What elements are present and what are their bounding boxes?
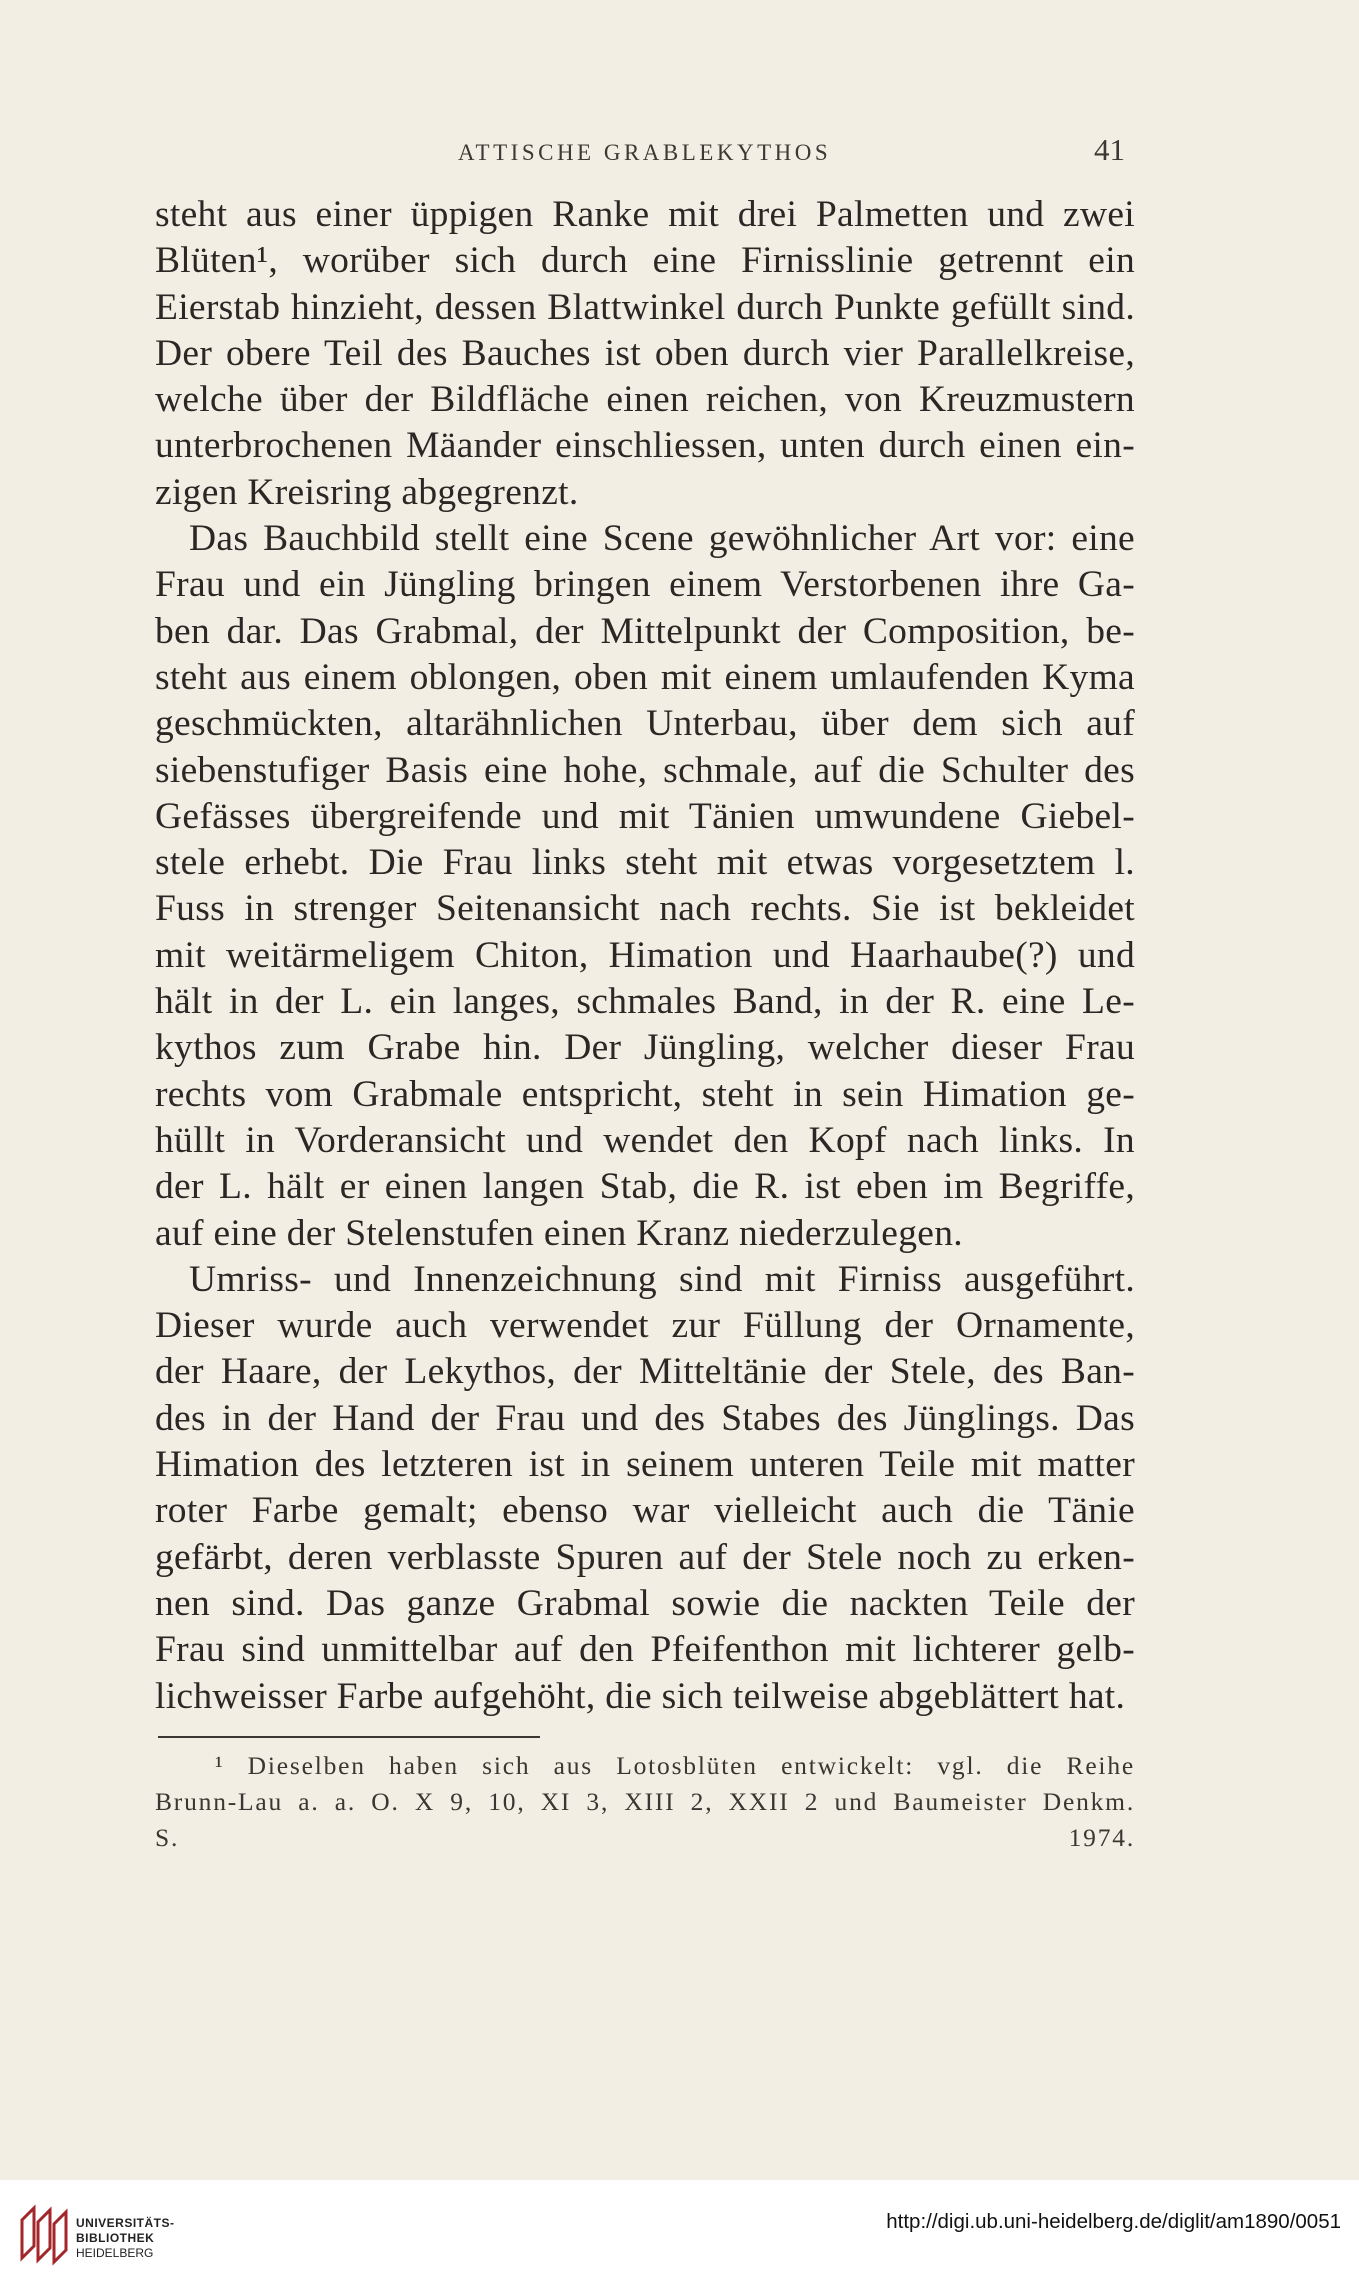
page-number: 41	[1094, 132, 1125, 167]
text-line: Fuss in strenger Seitenansicht nach rechts. Sie ist bekleidet	[155, 888, 1135, 930]
text-line: unterbrochenen Mäander einschliessen, unten durch einen ein-	[155, 425, 1135, 467]
text-line: Himation des letzteren ist in seinem unteren Teile mit matter	[155, 1444, 1135, 1486]
text-line: auf eine der Stelenstufen einen Kranz niederzulegen.	[155, 1212, 963, 1254]
text-line: lichweisser Farbe aufgehöht, die sich teilweise abgeblättert hat.	[155, 1675, 1126, 1717]
text-line: welche über der Bildfläche einen reichen, von Kreuzmustern	[155, 379, 1135, 421]
text-line: Umriss- und Innenzeichnung sind mit Firniss ausgeführt.	[189, 1258, 1135, 1300]
text-line: rechts vom Grabmale entspricht, steht in sein Himation ge-	[155, 1073, 1135, 1115]
text-line: Gefässes übergreifende und mit Tänien umwundene Giebel-	[155, 795, 1135, 837]
footnote	[155, 1748, 1135, 1856]
text-line: Frau und ein Jüngling bringen einem Verstorbenen ihre Ga-	[155, 564, 1135, 606]
digitization-footer	[0, 2180, 1359, 2280]
footnote-line: Brunn-Lau a. a. O. X 9, 10, XI 3, XIII 2, XXII 2 und Baumeister Denkm.	[155, 1787, 1135, 1816]
text-line: Das Bauchbild stellt eine Scene gewöhnlicher Art vor: eine	[189, 518, 1135, 560]
body-text	[155, 192, 1135, 1720]
text-line: gefärbt, deren verblasste Spuren auf der Stele noch zu erken-	[155, 1536, 1135, 1578]
text-line: steht aus einem oblongen, oben mit einem umlaufenden Kyma	[155, 656, 1135, 698]
text-line: Der obere Teil des Bauches ist oben durch vier Parallelkreise,	[155, 332, 1135, 374]
text-line: Blüten¹, worüber sich durch eine Firnisslinie getrennt ein	[155, 240, 1135, 282]
library-name-line: BIBLIOTHEK	[76, 2231, 155, 2245]
library-name-line: HEIDELBERG	[76, 2246, 154, 2260]
footnote-rule	[158, 1736, 540, 1738]
library-name-line: UNIVERSITÄTS-	[76, 2216, 175, 2230]
heidelberg-library-logo-icon	[16, 2198, 72, 2266]
text-line: stele erhebt. Die Frau links steht mit etwas vorgesetztem l.	[155, 842, 1135, 884]
text-line: Eierstab hinzieht, dessen Blattwinkel durch Punkte gefüllt sind.	[155, 286, 1135, 328]
text-line: Dieser wurde auch verwendet zur Füllung der Ornamente,	[155, 1305, 1135, 1347]
text-line: kythos zum Grabe hin. Der Jüngling, welcher dieser Frau	[155, 1027, 1135, 1069]
text-line: roter Farbe gemalt; ebenso war vielleicht auch die Tänie	[155, 1490, 1135, 1532]
text-line: siebenstufiger Basis eine hohe, schmale, auf die Schulter des	[155, 749, 1135, 791]
text-line: mit weitärmeligem Chiton, Himation und Haarhaube(?) und	[155, 934, 1135, 976]
text-line: des in der Hand der Frau und des Stabes des Jünglings. Das	[155, 1397, 1135, 1439]
text-line: geschmückten, altarähnlichen Unterbau, über dem sich auf	[155, 703, 1135, 745]
footnote-line: ¹ Dieselben haben sich aus Lotosblüten entwickelt: vgl. die Reihe	[215, 1751, 1135, 1780]
text-line: zigen Kreisring abgegrenzt.	[155, 471, 579, 513]
text-line: Frau sind unmittelbar auf den Pfeifenthon mit lichterer gelb-	[155, 1629, 1135, 1671]
permalink-url[interactable]: http://digi.ub.uni-heidelberg.de/diglit/am1890/0051	[886, 2210, 1341, 2233]
text-line: nen sind. Das ganze Grabmal sowie die nackten Teile der	[155, 1582, 1135, 1624]
text-line: der L. hält er einen langen Stab, die R. ist eben im Begriffe,	[155, 1166, 1135, 1208]
library-name	[76, 2216, 175, 2261]
text-line: hüllt in Vorderansicht und wendet den Kopf nach links. In	[155, 1119, 1135, 1161]
text-line: steht aus einer üppigen Ranke mit drei Palmetten und zwei	[155, 194, 1135, 235]
text-line: hält in der L. ein langes, schmales Band, in der R. eine Le-	[155, 981, 1135, 1023]
text-line: ben dar. Das Grabmal, der Mittelpunkt der Composition, be-	[155, 610, 1135, 652]
footnote-line: S. 1974.	[155, 1823, 1135, 1852]
running-head: ATTISCHE GRABLEKYTHOS	[458, 140, 832, 165]
text-line: der Haare, der Lekythos, der Mitteltänie der Stele, des Ban-	[155, 1351, 1135, 1393]
